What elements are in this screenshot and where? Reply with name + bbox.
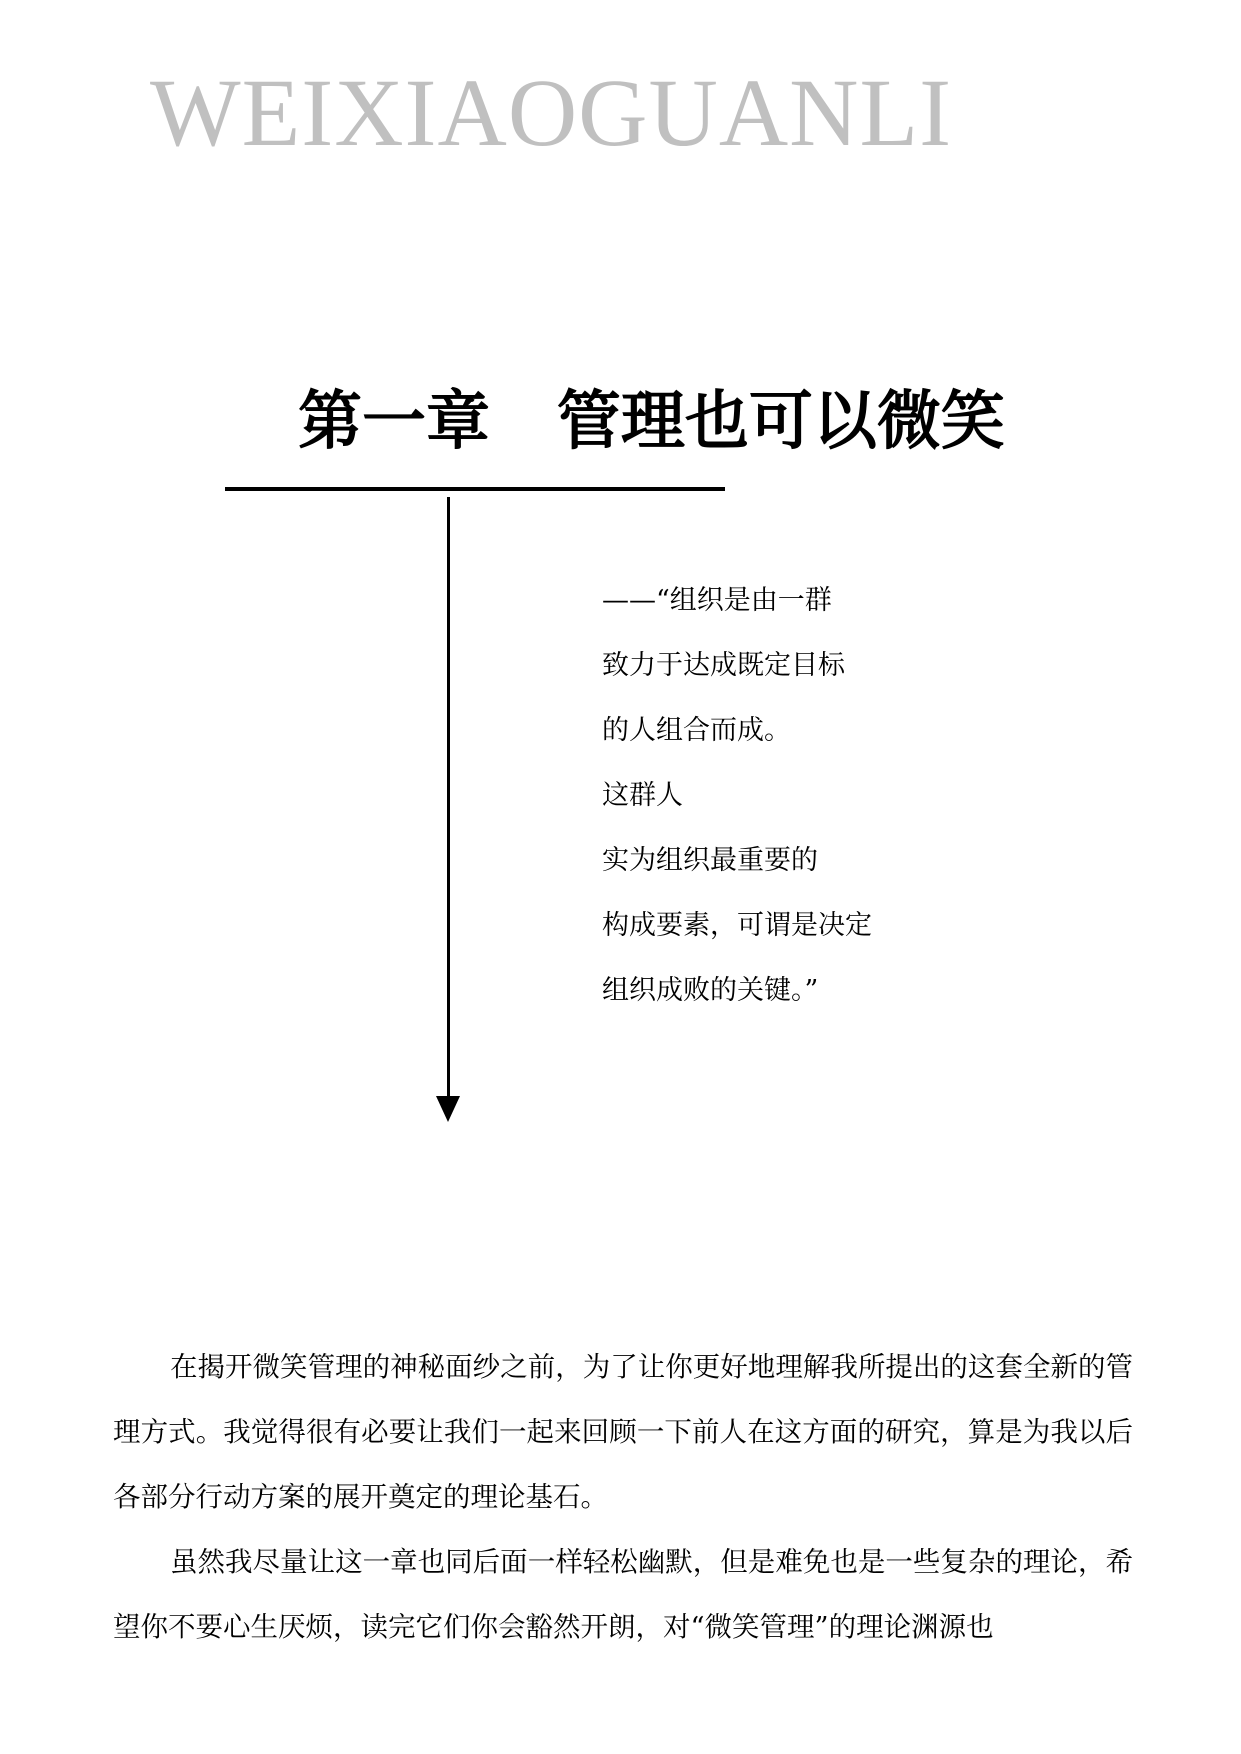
quote-line: 构成要素，可谓是决定 (602, 910, 872, 941)
epigraph-quote (602, 568, 942, 1023)
down-arrow-icon (436, 1096, 460, 1122)
body-text (113, 1335, 1133, 1660)
quote-line: 实为组织最重要的 (602, 845, 818, 876)
quote-line: 致力于达成既定目标 (602, 650, 845, 681)
chapter-title: 第一章 管理也可以微笑 (298, 385, 1005, 459)
quote-line: 组织成败的关键。” (602, 975, 819, 1006)
header-watermark: WEIXIAOGUANLI (150, 59, 953, 166)
down-arrow-shaft (447, 497, 450, 1097)
body-paragraph: 虽然我尽量让这一章也同后面一样轻松幽默，但是难免也是一些复杂的理论，希望你不要心生厌烦，读完它们你会豁然开朗，对“微笑管理”的理论渊源也 (113, 1546, 1133, 1643)
title-underline (225, 487, 725, 491)
quote-line: ——“组织是由一群 (602, 585, 832, 616)
quote-line: 的人组合而成。 (602, 715, 791, 746)
body-paragraph: 在揭开微笑管理的神秘面纱之前，为了让你更好地理解我所提出的这套全新的管理方式。我觉得很有必要让我们一起来回顾一下前人在这方面的研究，算是为我以后各部分行动方案的展开奠定的理论基石。 (113, 1351, 1133, 1513)
quote-line: 这群人 (602, 780, 683, 811)
